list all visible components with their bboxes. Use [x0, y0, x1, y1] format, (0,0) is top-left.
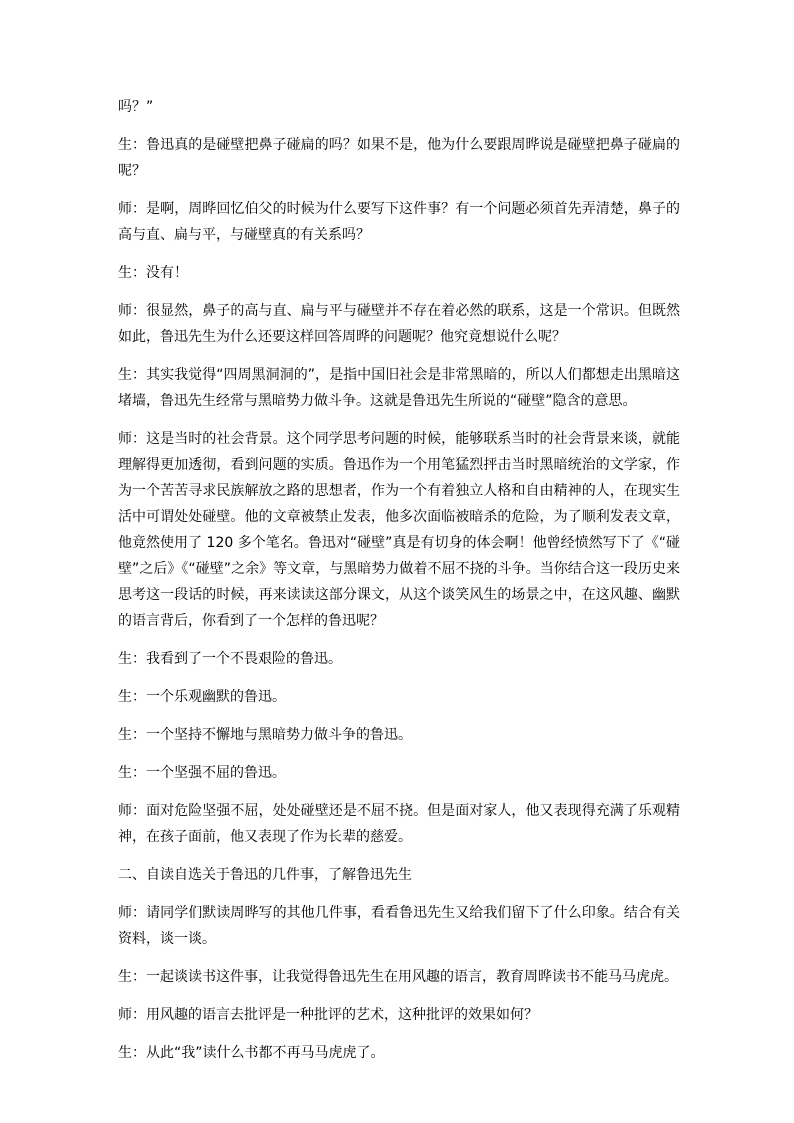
paragraph-student-6: 生：一个坚持不懈地与黑暗势力做斗争的鲁迅。 [118, 727, 412, 743]
paragraph-teacher-5: 师：请同学们默读周晔写的其他几件事，看看鲁迅先生又给我们留下了什么印象。结合有关资料，谈一谈。 [118, 905, 680, 947]
paragraph-student-7: 生：一个坚强不屈的鲁迅。 [118, 765, 286, 781]
paragraph-teacher-6: 师：用风趣的语言去批评是一种批评的艺术，这种批评的效果如何？ [118, 1007, 538, 1023]
paragraph-continuation: 吗？” [118, 99, 154, 115]
paragraph-teacher-1: 师：是啊，周晔回忆伯父的时候为什么要写下这件事？有一个问题必须首先弄清楚，鼻子的高与直、扁与平，与碰壁真的有关系吗？ [118, 201, 680, 243]
paragraph-teacher-3: 师：这是当时的社会背景。这个同学思考问题的时候，能够联系当时的社会背景来谈，就能理解得更加透彻，看到问题的实质。鲁迅作为一个用笔猛烈抨击当时黑暗统治的文学家，作为一个苦苦寻求民族解放之路的思想者，作为一个有着独立人格和自由精神的人，在现实生活中可谓处处碰壁。他的文章被禁止发表，他多次面临被暗杀的危险，为了顺利发表文章，他竟然使用了 120 多个笔名。鲁迅对“碰壁”真是有切身的体会啊！他曾经愤然写下了《“碰壁”之后》《“碰壁”之余》等文章，与黑暗势力做着不屈不挠的斗争。当你结合这一段历史来思考这一段话的时候，再来读读这部分课文，从这个谈笑风生的场景之中，在这风趣、幽默的语言背后，你看到了一个怎样的鲁迅呢？ [118, 431, 680, 629]
paragraph-student-2: 生：没有！ [118, 265, 188, 281]
paragraph-student-9: 生：从此“我”读什么书都不再马马虎虎了。 [118, 1045, 385, 1061]
paragraph-student-3: 生：其实我觉得“四周黑洞洞的”，是指中国旧社会是非常黑暗的，所以人们都想走出黑暗这堵墙，鲁迅先生经常与黑暗势力做斗争。这就是鲁迅先生所说的“碰壁”隐含的意思。 [118, 367, 680, 409]
paragraph-student-1: 生：鲁迅真的是碰壁把鼻子碰扁的吗？如果不是，他为什么要跟周晔说是碰壁把鼻子碰扁的呢？ [118, 137, 680, 179]
paragraph-student-4: 生：我看到了一个不畏艰险的鲁迅。 [118, 651, 342, 667]
document-page [118, 94, 680, 1078]
section-heading: 二、自读自选关于鲁迅的几件事，了解鲁迅先生 [118, 867, 412, 883]
paragraph-student-8: 生：一起谈读书这件事，让我觉得鲁迅先生在用风趣的语言，教育周晔读书不能马马虎虎。 [118, 969, 678, 985]
paragraph-student-5: 生：一个乐观幽默的鲁迅。 [118, 689, 286, 705]
paragraph-teacher-4: 师：面对危险坚强不屈，处处碰壁还是不屈不挠。但是面对家人，他又表现得充满了乐观精神，在孩子面前，他又表现了作为长辈的慈爱。 [118, 803, 680, 845]
paragraph-teacher-2: 师：很显然，鼻子的高与直、扁与平与碰壁并不存在着必然的联系，这是一个常识。但既然如此，鲁迅先生为什么还要这样回答周晔的问题呢？他究竟想说什么呢？ [118, 303, 680, 345]
